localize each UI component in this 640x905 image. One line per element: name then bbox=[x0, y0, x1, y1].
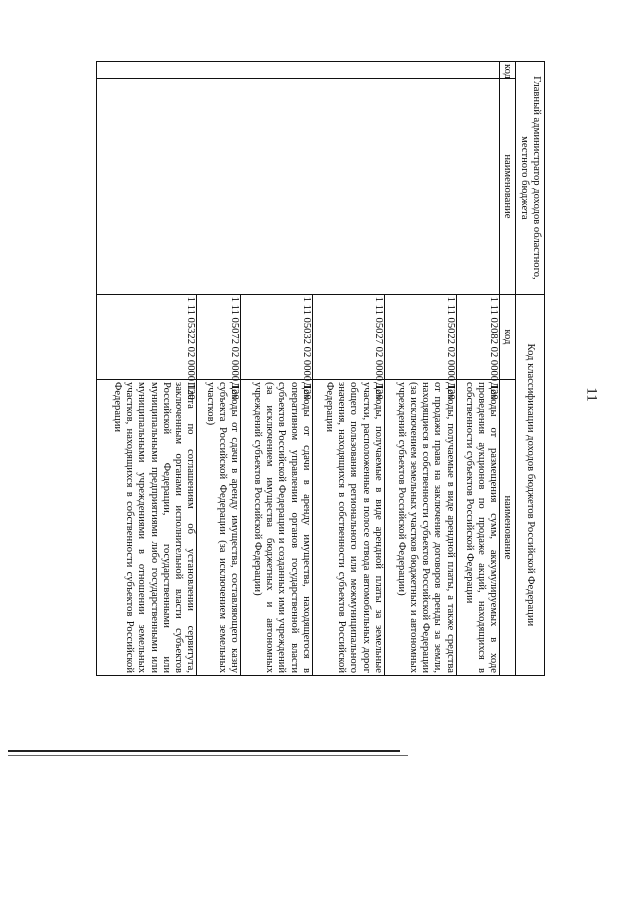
row-name: Доходы от сдачи в аренду имущества, составляющего казну субъекта Российской Федерации (за исключением земельных участков) bbox=[197, 380, 241, 676]
header-class-name: наименование bbox=[500, 380, 515, 676]
header-row-2 bbox=[500, 62, 515, 676]
row-code: 1 11 05322 02 0000 120 bbox=[97, 294, 197, 379]
row-code: 1 11 02082 02 0000 120 bbox=[456, 294, 500, 379]
row-name: Доходы, получаемые в виде арендной платы, а также средства от продажи права на заключение договоров аренды за земли, находящиеся в собственности субъектов Российской Федерации (за исключением земельных участков бюджетных и автономных учреждений субъектов Российской Федерации) bbox=[384, 380, 456, 676]
row-code: 1 11 05072 02 0000 120 bbox=[197, 294, 241, 379]
header-row-1 bbox=[515, 62, 544, 676]
row-name: Доходы от размещения сумм, аккумулируемых в ходе проведения аукционов по продаже акций, находящихся в собственности субъектов Российской Федерации bbox=[456, 380, 500, 676]
header-class-code: код bbox=[500, 294, 515, 379]
row-code: 1 11 05022 02 0000 120 bbox=[384, 294, 456, 379]
header-admin-name: наименование bbox=[500, 79, 515, 295]
header-admin-group: Главный администратор доходов областного, местного бюджета bbox=[515, 62, 544, 295]
footer-rule-thin bbox=[8, 755, 408, 756]
table-row bbox=[456, 62, 500, 676]
row-name: Плата по соглашениям об установлении сервитута, заключенным органами исполнительной власти субъектов Российской Федерации, государственными или муниципальными предприятиями либо государственными или муниципальными учреждениями в отношении земельных участков, находящихся в собственности субъектов Российской Федерации bbox=[97, 380, 197, 676]
page-number: 11 bbox=[583, 387, 600, 402]
row-code: 1 11 05027 02 0000 120 bbox=[312, 294, 384, 379]
header-admin-code: код bbox=[500, 62, 515, 79]
row-name: Доходы от сдачи в аренду имущества, находящегося в оперативном управлении органов государственной власти субъектов Российской Федерации и созданных ими учреждений (за исключением имущества бюджетных и автономных учреждений субъектов Российской Федерации) bbox=[240, 380, 312, 676]
admin-name-cell bbox=[97, 79, 500, 295]
header-classification-group: Код классификации доходов бюджетов Российской Федерации bbox=[515, 294, 544, 675]
revenue-classification-table bbox=[96, 61, 545, 676]
footer-rule bbox=[8, 750, 400, 752]
admin-code-cell bbox=[97, 62, 500, 79]
rotated-table-wrapper bbox=[96, 61, 545, 676]
row-code: 1 11 05032 02 0000 120 bbox=[240, 294, 312, 379]
row-name: Доходы, получаемые в виде арендной платы за земельные участки, расположенные в полосе отвода автомобильных дорог общего пользования регионального или межмуниципального значения, находящихся в собственности субъектов Российской Федерации bbox=[312, 380, 384, 676]
